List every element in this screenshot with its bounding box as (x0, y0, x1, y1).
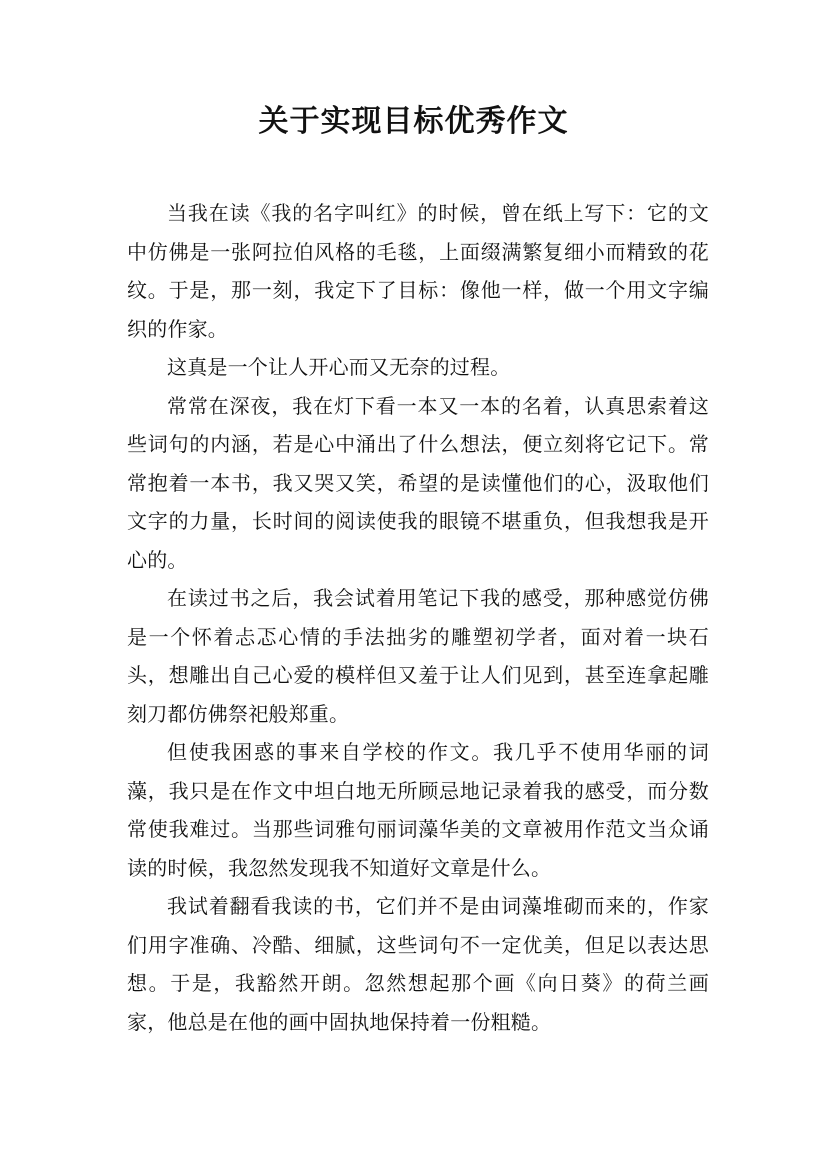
document-body (127, 194, 709, 1041)
paragraph: 在读过书之后，我会试着用笔记下我的感受，那种感觉仿佛是一个怀着忐忑心情的手法拙劣的雕塑初学者，面对着一块石头，想雕出自己心爱的模样但又羞于让人们见到，甚至连拿起雕刻刀都仿佛祭祀般郑重。 (127, 586, 709, 726)
paragraph: 当我在读《我的名字叫红》的时候，曾在纸上写下：它的文中仿佛是一张阿拉伯风格的毛毯，上面缀满繁复细小而精致的花纹。于是，那一刻，我定下了目标：像他一样，做一个用文字编织的作家。 (127, 201, 709, 341)
paragraph: 但使我困惑的事来自学校的作文。我几乎不使用华丽的词藻，我只是在作文中坦白地无所顾忌地记录着我的感受，而分数常使我难过。当那些词雅句丽词藻华美的文章被用作范文当众诵读的时候，我忽然发现我不知道好文章是什么。 (127, 740, 709, 880)
paragraph: 常常在深夜，我在灯下看一本又一本的名着，认真思索着这些词句的内涵，若是心中涌出了什么想法，便立刻将它记下。常常抱着一本书，我又哭又笑，希望的是读懂他们的心，汲取他们文字的力量，长时间的阅读使我的眼镜不堪重负，但我想我是开心的。 (127, 393, 709, 572)
paragraph: 这真是一个让人开心而又无奈的过程。 (167, 355, 511, 379)
document-title: 关于实现目标优秀作文 (258, 104, 569, 139)
paragraph: 我试着翻看我读的书，它们并不是由词藻堆砌而来的，作家们用字准确、冷酷、细腻，这些词句不一定优美，但足以表达思想。于是，我豁然开朗。忽然想起那个画《向日葵》的荷兰画家，他总是在他的画中固执地保持着一份粗糙。 (127, 894, 709, 1034)
